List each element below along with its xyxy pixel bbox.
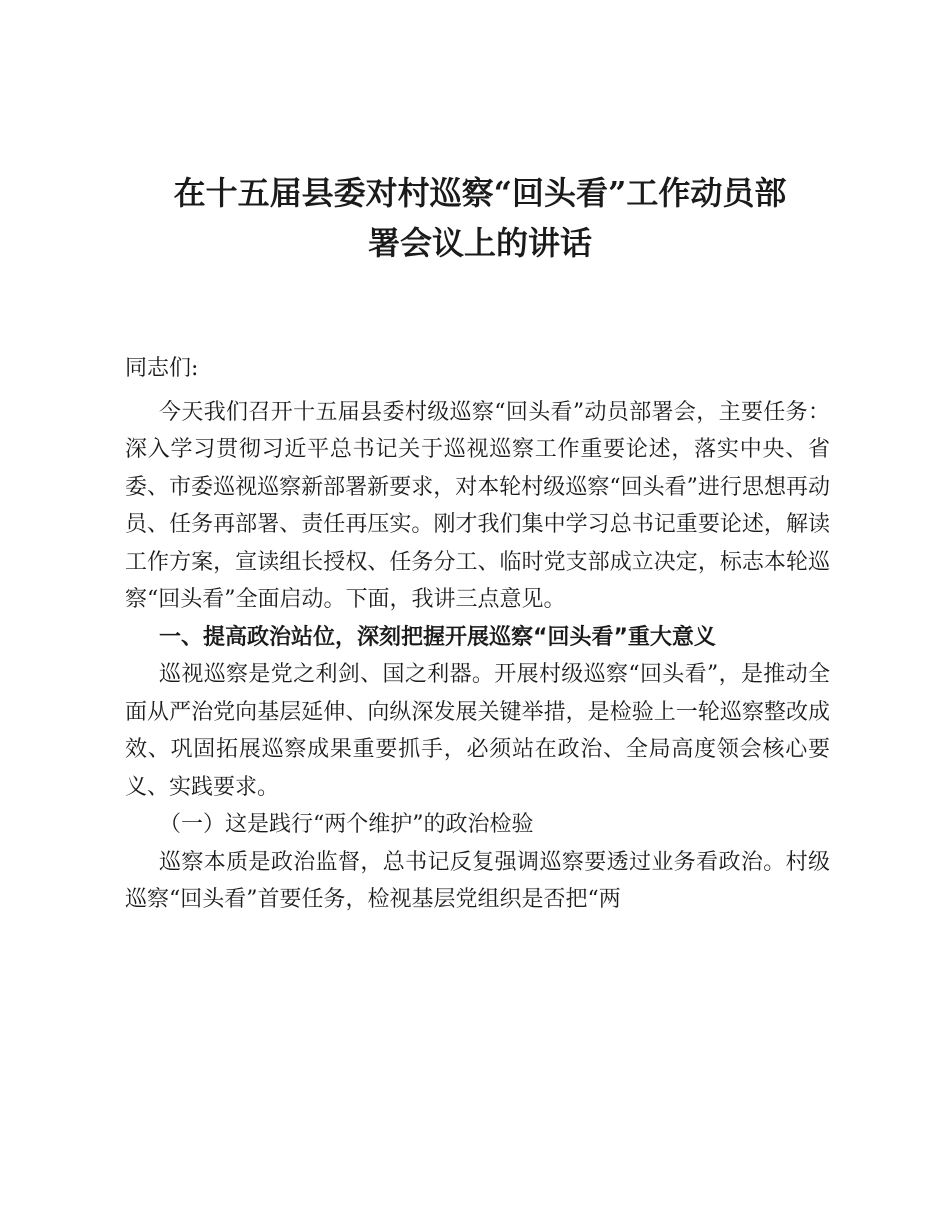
document-body — [125, 350, 830, 919]
salutation: 同志们: — [125, 356, 199, 381]
paragraph-intro: 今天我们召开十五届县委村级巡察“回头看”动员部署会，主要任务：深入学习贯彻习近平总书记关于巡视巡察工作重要论述，落实中央、省委、市委巡视巡察新部署新要求，对本轮村级巡察“回头看”进行思想再动员、任务再部署、责任再压实。刚才我们集中学习总书记重要论述，解读工作方案，宣读组长授权、任务分工、临时党支部成立决定，标志本轮巡察“回头看”全面启动。下面，我讲三点意见。 — [125, 399, 830, 612]
section-heading-1: 一、提高政治站位，深刻把握开展巡察“回头看”重大意义 — [159, 624, 716, 650]
title-line-2: 署会议上的讲话 — [367, 224, 592, 262]
title-line-1: 在十五届县委对村巡察“回头看”工作动员部 — [173, 174, 787, 212]
paragraph-section-1: 巡视巡察是党之利剑、国之利器。开展村级巡察“回头看”，是推动全面从严治党向基层延伸、向纵深发展关键举措，是检验上一轮巡察整改成效、巩固拓展巡察成果重要抓手，必须站在政治、全局高度领会核心要义、实践要求。 — [125, 662, 830, 800]
paragraph-subsection-1-1: 巡察本质是政治监督，总书记反复强调巡察要透过业务看政治。村级巡察“回头看”首要任务，检视基层党组织是否把“两 — [125, 849, 830, 912]
subsection-heading-1-1: （一）这是践行“两个维护”的政治检验 — [159, 812, 534, 837]
document-title — [120, 168, 840, 268]
